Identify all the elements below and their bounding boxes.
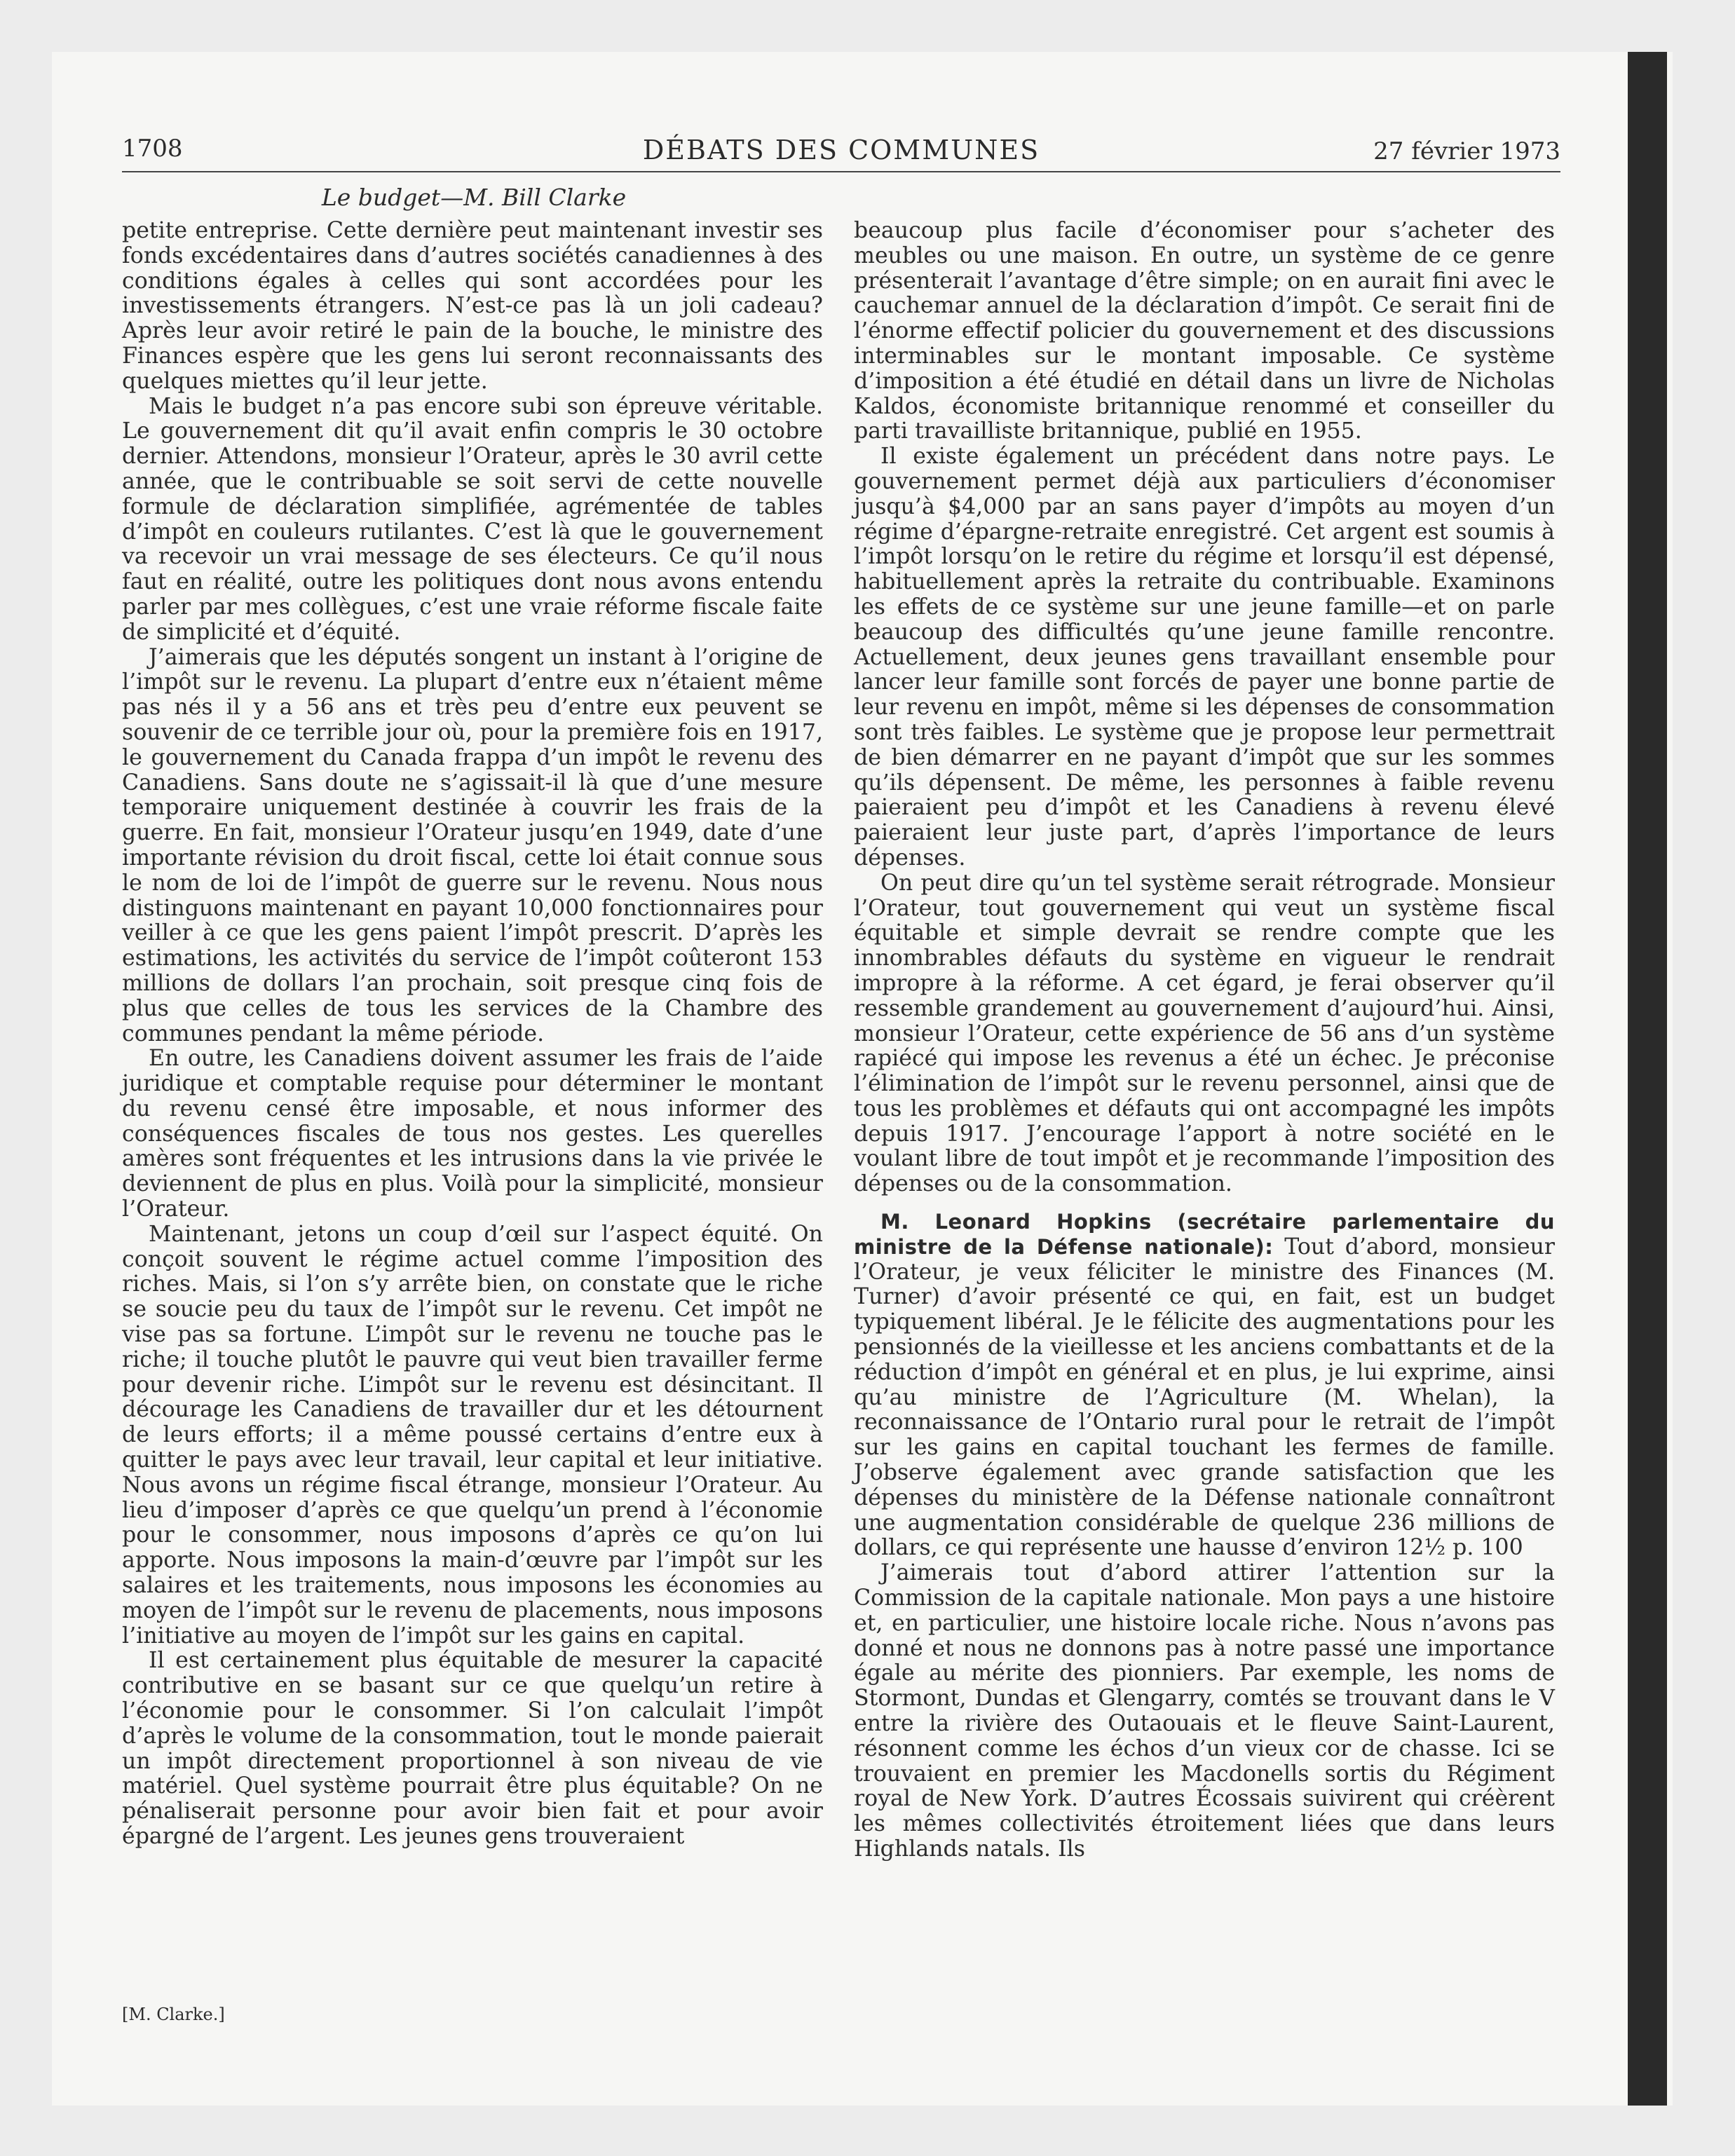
paragraph: Il est certainement plus équitable de mesurer la capacité contributive en se basant sur ce que quelqu’un retire à l’économie pour le consommer. Si l’on calculait l’impôt d’après le volume de la consommation, tout le monde paierait un impôt directement proportionnel à son niveau de vie matériel. Quel système pourrait être plus équitable? On ne pénaliserait personne pour avoir bien fait et pour avoir épargné de l’argent. Les jeunes gens trouveraient — [122, 1648, 823, 1849]
speaker-signature: [M. Clarke.] — [122, 2005, 225, 2024]
paragraph: petite entreprise. Cette dernière peut maintenant investir ses fonds excédentaires dans d’autres sociétés canadiennes à des conditions égales à celles qui sont accordées pour les investissements étrangers. N’est-ce pas là un joli cadeau? Après leur avoir retiré le pain de la bouche, le ministre des Finances espère que les gens lui seront reconnaissants des quelques miettes qu’il leur jette. — [122, 218, 823, 394]
speaker-paragraph — [854, 1210, 1555, 1561]
paragraph: On peut dire qu’un tel système serait rétrograde. Monsieur l’Orateur, tout gouvernement qui veut un système fiscal équitable et simple devrait se rendre compte que les innombrables défauts du système en vigueur le rendrait impropre à la réforme. A cet égard, je ferai observer qu’il ressemble grandement au gouvernement d’aujourd’hui. Ainsi, monsieur l’Orateur, cette expérience de 56 ans d’un système rapiécé qui impose les revenus a été un échec. Je préconise l’élimination de l’impôt sur le revenu personnel, ainsi que de tous les problèmes et défauts qui ont accompagné les impôts depuis 1917. J’encourage l’apport à notre société en le voulant libre de tout impôt et je recommande l’imposition des dépenses ou de la consommation. — [854, 870, 1555, 1197]
journal-title: DÉBATS DES COMMUNES — [642, 135, 1040, 165]
paragraph: Mais le budget n’a pas encore subi son épreuve véritable. Le gouvernement dit qu’il avait enfin compris le 30 octobre dernier. Attendons, monsieur l’Orateur, après le 30 avril cette année, que le contribuable se soit servi de cette nouvelle formule de déclaration simplifiée, agrémentée de tables d’impôt en couleurs rutilantes. C’est là que le gouvernement va recevoir un vrai message de ses électeurs. Ce qu’il nous faut en réalité, outre les politiques dont nous avons entendu parler par mes collègues, c’est une vraie réforme fiscale faite de simplicité et d’équité. — [122, 393, 823, 645]
page-date: 27 février 1973 — [1373, 137, 1560, 165]
running-head: Le budget—M. Bill Clarke — [321, 184, 627, 211]
speaker-name: M. Leonard Hopkins (secrétaire parlementaire du ministre de la Défense nationale): — [854, 1210, 1555, 1259]
right-column — [854, 219, 1555, 1862]
scan-edge — [1628, 52, 1667, 2106]
paragraph: En outre, les Canadiens doivent assumer les frais de l’aide juridique et comptable requise pour déterminer le montant du revenu censé être imposable, et nous informer des conséquences fiscales de tous nos gestes. Les querelles amères sont fréquentes et les intrusions dans la vie privée le deviennent de plus en plus. Voilà pour la simplicité, monsieur l’Orateur. — [122, 1046, 823, 1222]
page-number: 1708 — [122, 135, 183, 163]
paragraph: Maintenant, jetons un coup d’œil sur l’aspect équité. On conçoit souvent le régime actuel comme l’imposition des riches. Mais, si l’on s’y arrête bien, on constate que le riche se soucie peu du taux de l’impôt sur le revenu. Cet impôt ne vise pas sa fortune. L’impôt sur le revenu ne touche pas le riche; il touche plutôt le pauvre qui veut bien travailler ferme pour devenir riche. L’impôt sur le revenu est désincitant. Il décourage les Canadiens de travailler dur et les détournent de leurs efforts; il a même poussé certains d’entre eux à quitter le pays avec leur travail, leur capital et leur initiative. Nous avons un régime fiscal étrange, monsieur l’Orateur. Au lieu d’imposer d’après ce que quelqu’un prend à l’économie pour le consommer, nous imposons d’après ce qu’on lui apporte. Nous imposons la main-d’œuvre par l’impôt sur les salaires et les traitements, nous imposons les économies au moyen de l’impôt sur le revenu de placements, nous imposons l’initiative au moyen de l’impôt sur les gains en capital. — [122, 1221, 823, 1649]
paragraph: J’aimerais que les députés songent un instant à l’origine de l’impôt sur le revenu. La plupart d’entre eux n’étaient même pas nés il y a 56 ans et très peu d’entre eux peuvent se souvenir de ce terrible jour où, pour la première fois en 1917, le gouvernement du Canada frappa d’un impôt le revenu des Canadiens. Sans doute ne s’agissait-il là que d’une mesure temporaire uniquement destinée à couvrir les frais de la guerre. En fait, monsieur l’Orateur jusqu’en 1949, date d’une importante révision du droit fiscal, cette loi était connue sous le nom de loi de l’impôt de guerre sur le revenu. Nous nous distinguons maintenant en payant 10,000 fonctionnaires pour veiller à ce que les gens paient l’impôt prescrit. D’après les estimations, les activités du service de l’impôt coûteront 153 millions de dollars l’an prochain, soit presque cinq fois de plus que celles de tous les services de la Chambre des communes pendant la même période. — [122, 644, 823, 1046]
page-header — [122, 135, 1560, 172]
paragraph: J’aimerais tout d’abord attirer l’attention sur la Commission de la capitale nationale. Mon pays a une histoire et, en particulier, une histoire locale riche. Nous n’avons pas donné et nous ne donnons pas à notre passé une importance égale au mérite des pionniers. Par exemple, les noms de Stormont, Dundas et Glengarry, comtés se trouvant dans le V entre la rivière des Outaouais et le fleuve Saint-Laurent, résonnent comme les échos d’un vieux cor de chasse. Ici se trouvaient en premier les Macdonells sortis du Régiment royal de New York. D’autres Écossais suivirent qui créèrent les mêmes collectivités étroitement liées que dans leurs Highlands natals. Ils — [854, 1560, 1555, 1862]
paragraph: beaucoup plus facile d’économiser pour s’acheter des meubles ou une maison. En outre, un système de ce genre présenterait l’avantage d’être simple; on en aurait fini avec le cauchemar annuel de la déclaration d’impôt. Ce serait fini de l’énorme effectif policier du gouvernement et des discussions interminables sur le montant imposable. Ce système d’imposition a été étudié en détail dans un livre de Nicholas Kaldos, économiste britannique renommé et conseiller du parti travailliste britannique, publié en 1955. — [854, 218, 1555, 444]
left-column — [122, 219, 823, 1850]
paragraph: Il existe également un précédent dans notre pays. Le gouvernement permet déjà aux particuliers d’économiser jusqu’à $4,000 par an sans payer d’impôts au moyen d’un régime d’épargne-retraite enregistré. Cet argent est soumis à l’impôt lorsqu’on le retire du régime et lorsqu’il est dépensé, habituellement après la retraite du contribuable. Examinons les effets de ce système sur une jeune famille—et on parle beaucoup des difficultés qu’une jeune famille rencontre. Actuellement, deux jeunes gens travaillant ensemble pour lancer leur famille sont forcés de payer une bonne partie de leur revenu en impôt, même si les dépenses de consommation sont très faibles. Le système que je propose leur permettrait de bien démarrer en ne payant d’impôt que sur les sommes qu’ils dépensent. De même, les personnes à faible revenu paieraient peu d’impôt et les Canadiens à revenu élevé paieraient leur juste part, d’après l’importance de leurs dépenses. — [854, 444, 1555, 871]
speaker-text: Tout d’abord, monsieur l’Orateur, je veux féliciter le ministre des Finances (M. Turner) d’avoir présenté ce qui, en fait, est un budget typiquement libéral. Je le félicite des augmentations pour les pensionnés de la vieillesse et les anciens combattants et de la réduction d’impôt en général et en plus, je lui exprime, ainsi qu’au ministre de l’Agriculture (M. Whelan), la reconnaissance de l’Ontario rural pour le retrait de l’impôt sur les gains en capital touchant les fermes de famille. J’observe également avec grande satisfaction que les dépenses du ministère de la Défense nationale connaîtront une augmentation considérable de quelque 236 millions de dollars, ce qui représente une hausse d’environ 12½ p. 100 — [854, 1234, 1556, 1561]
